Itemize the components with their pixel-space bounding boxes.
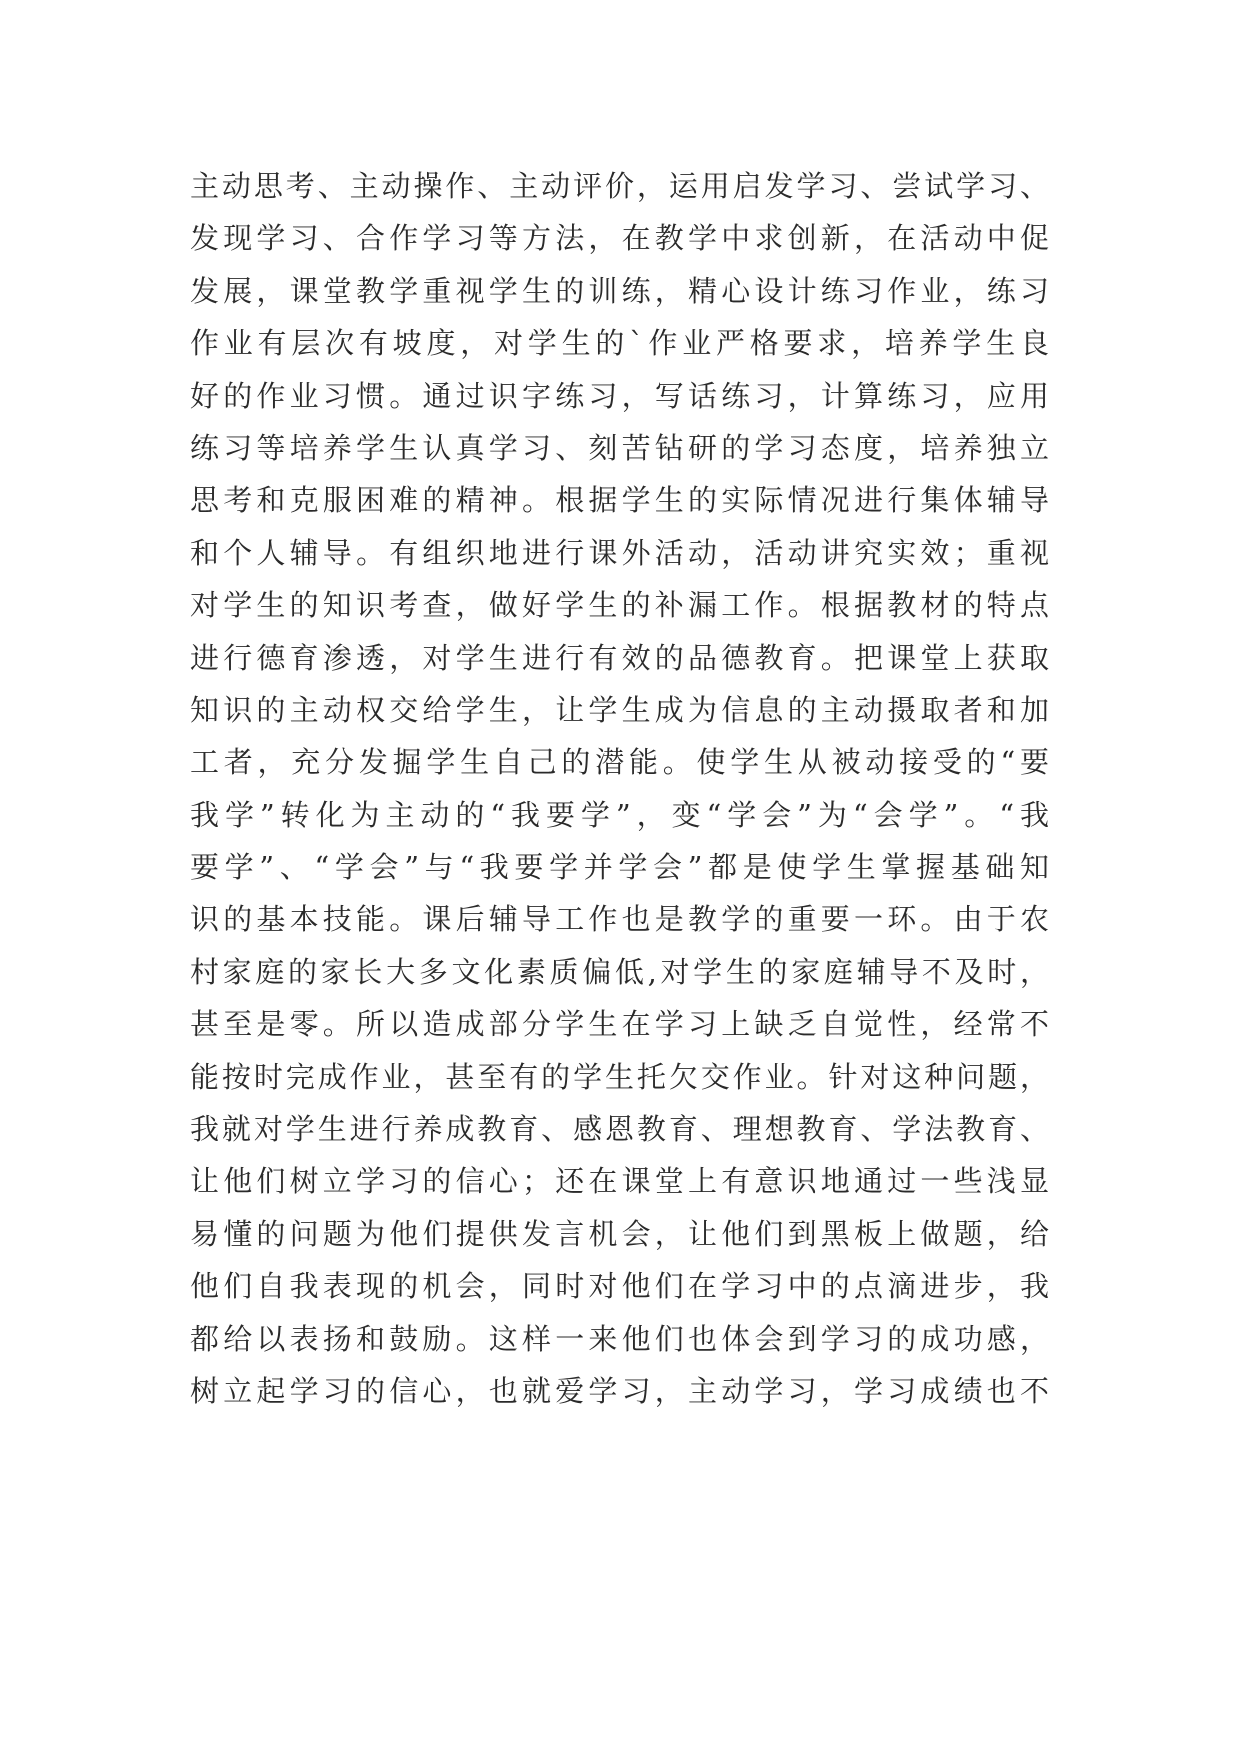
- text-line: 要学”、“学会”与“我要学并学会”都是使学生掌握基础知: [190, 850, 1050, 885]
- text-line: 主动思考、主动操作、主动评价，运用启发学习、尝试学习、: [190, 169, 1050, 203]
- text-line: 识的基本技能。课后辅导工作也是教学的重要一环。由于农: [190, 902, 1050, 937]
- text-line: 发现学习、合作学习等方法，在教学中求创新，在活动中促: [190, 221, 1050, 256]
- text-line: 进行德育渗透，对学生进行有效的品德教育。把课堂上获取: [190, 640, 1050, 675]
- text-line: 和个人辅导。有组织地进行课外活动，活动讲究实效；重视: [190, 535, 1050, 570]
- text-line: 发展，课堂教学重视学生的训练，精心设计练习作业，练习: [190, 273, 1050, 308]
- text-line: 练习等培养学生认真学习、刻苦钻研的学习态度，培养独立: [190, 430, 1050, 465]
- text-line: 我学”转化为主动的“我要学”，变“学会”为“会学”。“我: [190, 797, 1050, 832]
- text-line: 村家庭的家长大多文化素质偏低,对学生的家庭辅导不及时，: [190, 954, 1050, 989]
- text-line: 易懂的问题为他们提供发言机会，让他们到黑板上做题，给: [190, 1216, 1050, 1251]
- body-paragraph: [190, 160, 1050, 1417]
- text-line: 思考和克服困难的精神。根据学生的实际情况进行集体辅导: [190, 483, 1050, 518]
- text-line: 我就对学生进行养成教育、感恩教育、理想教育、学法教育、: [190, 1112, 1050, 1147]
- text-line: 树立起学习的信心，也就爱学习，主动学习，学习成绩也不: [190, 1373, 1050, 1408]
- text-line: 作业有层次有坡度，对学生的`作业严格要求，培养学生良: [190, 326, 1050, 361]
- text-line: 知识的主动权交给学生，让学生成为信息的主动摄取者和加: [190, 692, 1050, 727]
- text-line: 他们自我表现的机会，同时对他们在学习中的点滴进步，我: [190, 1269, 1050, 1304]
- text-line: 让他们树立学习的信心；还在课堂上有意识地通过一些浅显: [190, 1164, 1050, 1199]
- text-line: 都给以表扬和鼓励。这样一来他们也体会到学习的成功感，: [190, 1321, 1050, 1356]
- text-line: 能按时完成作业，甚至有的学生托欠交作业。针对这种问题，: [190, 1059, 1050, 1094]
- text-line: 好的作业习惯。通过识字练习，写话练习，计算练习，应用: [190, 378, 1050, 413]
- text-line: 甚至是零。所以造成部分学生在学习上缺乏自觉性，经常不: [190, 1007, 1050, 1042]
- text-line: 工者，充分发掘学生自己的潜能。使学生从被动接受的“要: [190, 745, 1050, 780]
- text-line: 对学生的知识考查，做好学生的补漏工作。根据教材的特点: [190, 588, 1050, 623]
